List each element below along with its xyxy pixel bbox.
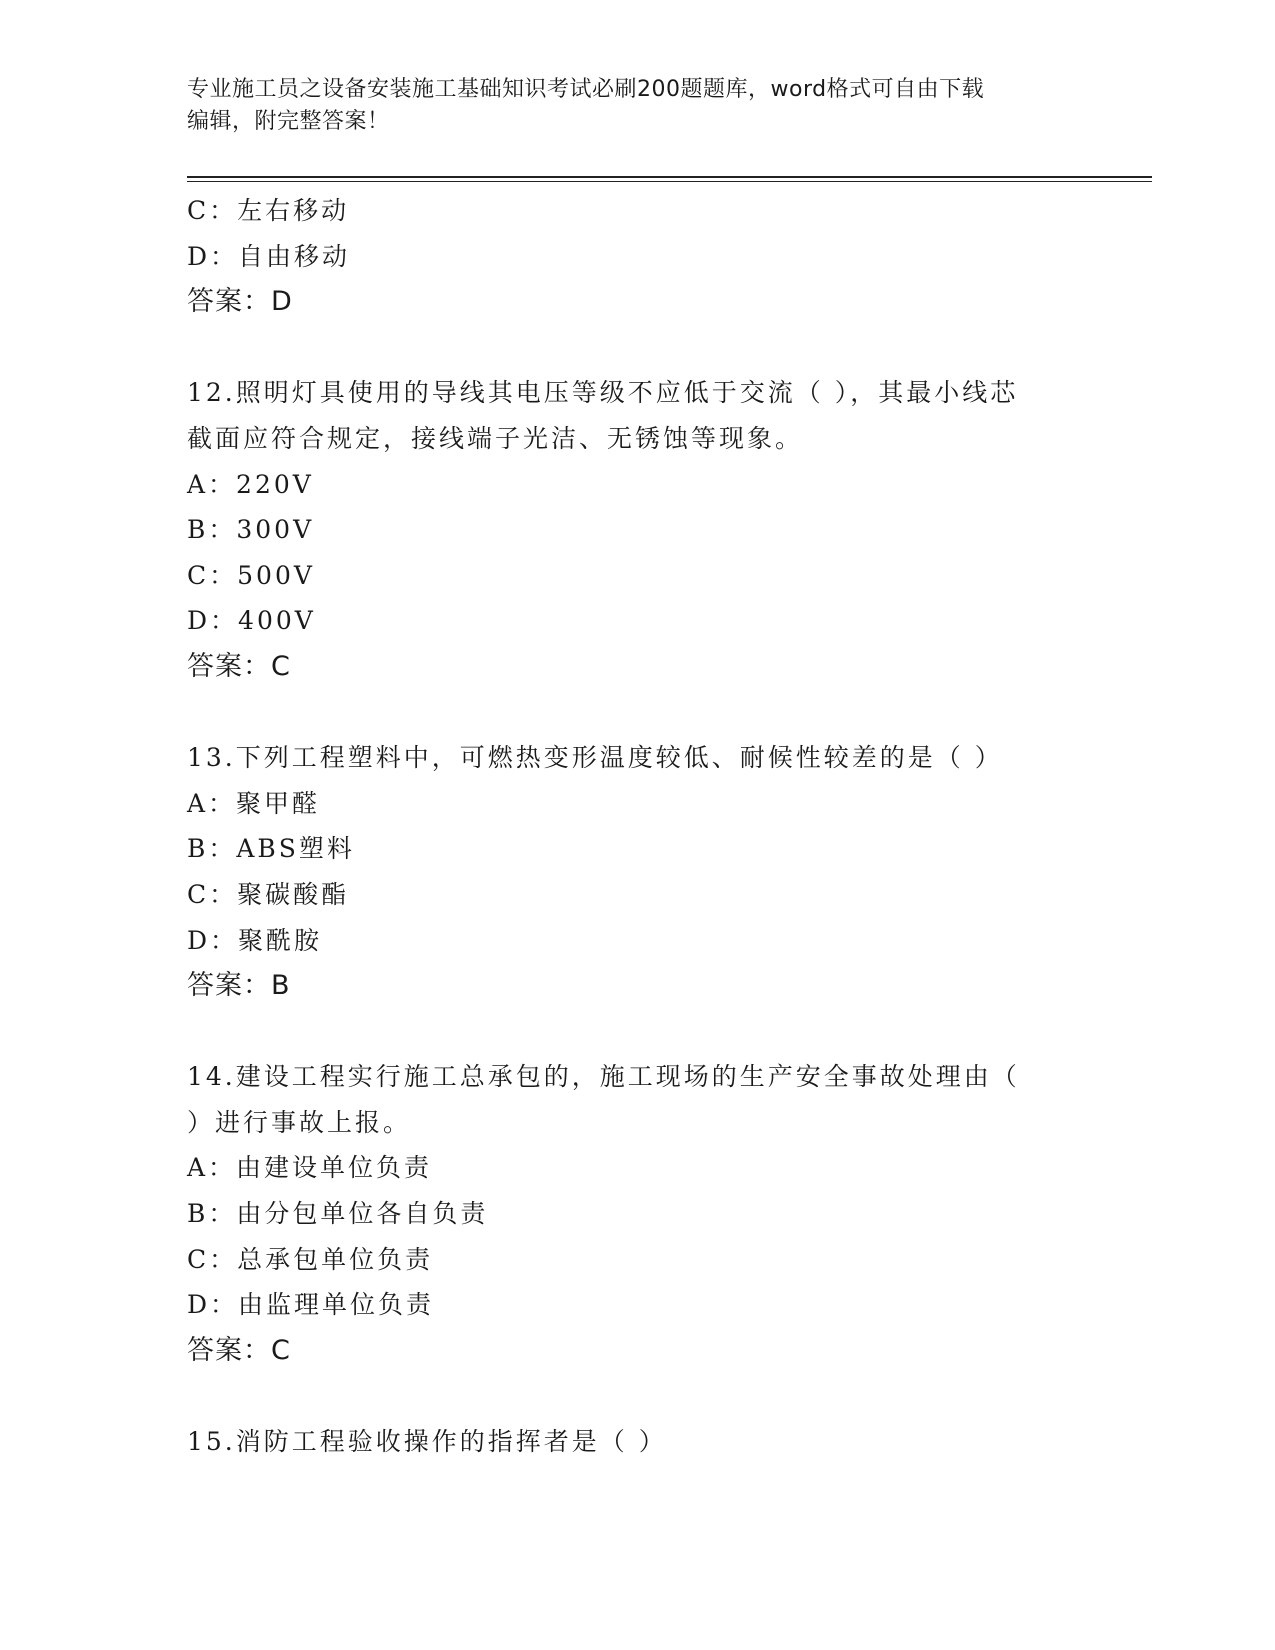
document-header xyxy=(187,74,1087,138)
question-15 xyxy=(187,1419,1067,1465)
question-12 xyxy=(187,370,1067,689)
spacer xyxy=(187,325,1067,371)
question-stem: 15.消防工程验收操作的指挥者是（ ） xyxy=(187,1427,667,1457)
spacer xyxy=(187,690,1067,736)
question-stem: 14.建设工程实行施工总承包的，施工现场的生产安全事故处理由（ xyxy=(187,1062,1020,1092)
header-divider-thin xyxy=(187,181,1152,182)
header-divider-thick xyxy=(187,176,1152,178)
spacer xyxy=(187,1373,1067,1419)
question-list xyxy=(187,188,1067,1465)
question-stem: ）进行事故上报。 xyxy=(187,1107,412,1137)
question-11-tail xyxy=(187,188,1067,325)
option-b: B：300V xyxy=(187,515,315,545)
answer-line: 答案：D xyxy=(187,286,293,318)
option-d: D：400V xyxy=(187,606,316,636)
header-title-line-2: 编辑，附完整答案！ xyxy=(187,109,390,134)
option-a: A：由建设单位负责 xyxy=(187,1153,433,1183)
header-title-line-1: 专业施工员之设备安装施工基础知识考试必刷200题题库，word格式可自由下载 xyxy=(187,77,985,102)
option-b: B：由分包单位各自负责 xyxy=(187,1199,489,1229)
answer-line: 答案：C xyxy=(187,1334,291,1366)
question-14 xyxy=(187,1054,1067,1373)
option-a: A：聚甲醛 xyxy=(187,788,321,818)
answer-line: 答案：B xyxy=(187,970,291,1002)
question-stem: 12.照明灯具使用的导线其电压等级不应低于交流（ ），其最小线芯 xyxy=(187,378,1019,408)
question-13 xyxy=(187,735,1067,1009)
option-d: D：由监理单位负责 xyxy=(187,1290,435,1320)
option-d: D：聚酰胺 xyxy=(187,925,323,955)
option-b: B：ABS塑料 xyxy=(187,834,355,864)
option-c: C：总承包单位负责 xyxy=(187,1244,434,1274)
answer-line: 答案：C xyxy=(187,650,291,682)
option-c: C：500V xyxy=(187,560,315,590)
option-c: C：聚碳酸酯 xyxy=(187,879,350,909)
option-c: C：左右移动 xyxy=(187,196,350,225)
question-stem: 截面应符合规定，接线端子光洁、无锈蚀等现象。 xyxy=(187,423,804,453)
option-d: D：自由移动 xyxy=(187,241,351,271)
option-a: A：220V xyxy=(187,469,314,499)
spacer xyxy=(187,1009,1067,1055)
question-stem: 13.下列工程塑料中，可燃热变形温度较低、耐候性较差的是（ ） xyxy=(187,743,1003,773)
